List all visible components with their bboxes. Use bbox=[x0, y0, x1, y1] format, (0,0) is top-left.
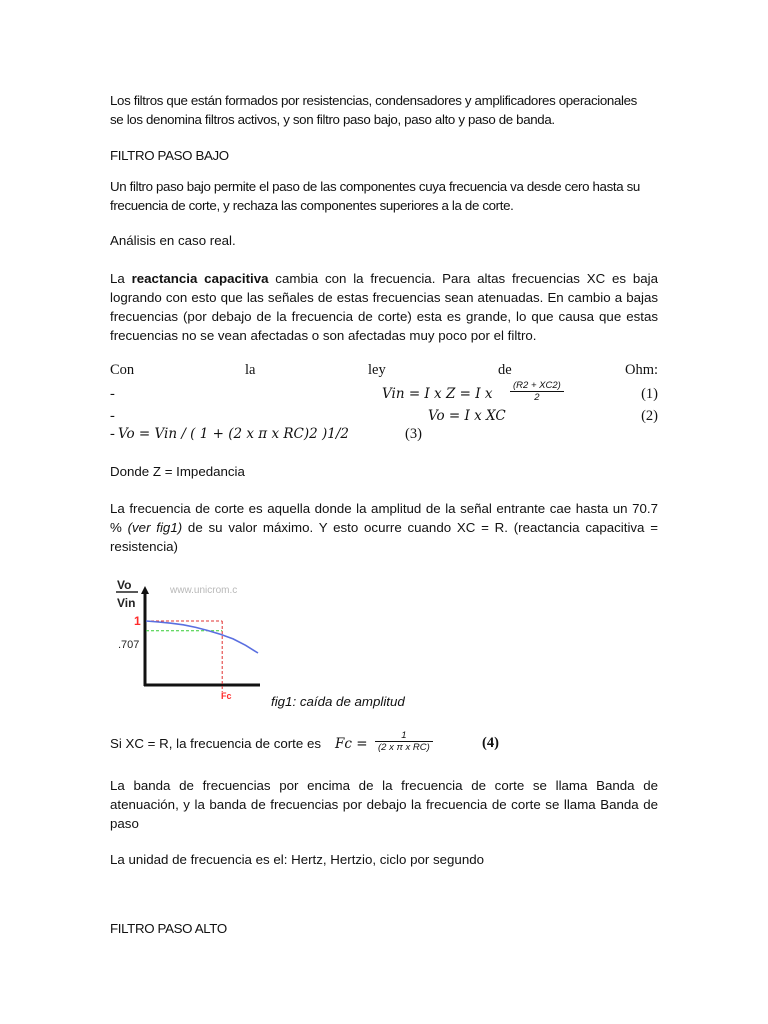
eq3-tag: (3) bbox=[405, 426, 422, 442]
ohm-word-4: de bbox=[498, 362, 512, 378]
eq4-lhs: Fc = bbox=[335, 736, 368, 752]
analysis-line: Análisis en caso real. bbox=[110, 233, 236, 248]
figure-caption: fig1: caída de amplitud bbox=[271, 694, 405, 709]
eq2-dash: - bbox=[110, 408, 115, 424]
eq1-lhs: Vin = I x Z = I x bbox=[382, 386, 493, 402]
eq1-dash: - bbox=[110, 386, 115, 402]
heading-high-pass: FILTRO PASO ALTO bbox=[110, 921, 227, 936]
figure-1-chart bbox=[108, 574, 280, 700]
reactance-paragraph bbox=[110, 269, 658, 345]
eq4-denominator: (2 x π x RC) bbox=[378, 742, 430, 753]
intro-line-1: Los filtros que están formados por resistencias, condensadores y amplificadores operacionales bbox=[110, 93, 637, 108]
figure-level-1-label: 1 bbox=[134, 614, 141, 628]
impedance-line: Donde Z = Impedancia bbox=[110, 464, 245, 479]
cutoff-rest: de su valor máximo. Y esto ocurre cuando XC = R. (reactancia capacitiva = resistencia) bbox=[110, 520, 658, 554]
eq3-expr: Vo = Vin / ( 1 + (2 x π x RC)2 )1/2 bbox=[118, 426, 349, 442]
reactance-prefix: La bbox=[110, 271, 132, 286]
equation-3 bbox=[110, 426, 658, 448]
figure-y-top-label: Vo bbox=[117, 578, 132, 592]
figure-watermark: www.unicrom.c bbox=[170, 585, 238, 596]
eq4-tag: (4) bbox=[482, 735, 499, 751]
eq2-tag: (2) bbox=[641, 408, 658, 424]
heading-low-pass: FILTRO PASO BAJO bbox=[110, 148, 229, 163]
eq1-fraction bbox=[510, 380, 564, 403]
cutoff-prefix: La frecuencia de corte es aquella donde la amplitud de la señal entrante cae hasta un 70.7 % bbox=[110, 501, 658, 535]
intro-line-2: se los denomina filtros activos, y son filtro paso bajo, paso alto y paso de banda. bbox=[110, 112, 555, 127]
eq1-numerator: (R2 + XC2) bbox=[510, 380, 564, 392]
eq1-tag: (1) bbox=[641, 386, 658, 402]
unit-line: La unidad de frecuencia es el: Hertz, Hertzio, ciclo por segundo bbox=[110, 852, 485, 867]
cutoff-fig-ref: (ver fig1) bbox=[127, 520, 183, 535]
eq3-dash: - bbox=[110, 426, 115, 442]
eq1-denominator: 2 bbox=[534, 392, 540, 403]
eq4-prefix: Si XC = R, la frecuencia de corte es bbox=[110, 736, 322, 751]
equation-4 bbox=[110, 730, 658, 760]
intro-paragraph bbox=[110, 91, 658, 129]
low-def-line-2: frecuencia de corte, y rechaza las componentes superiores a la de corte. bbox=[110, 198, 514, 213]
ohm-word-1: Con bbox=[110, 362, 135, 378]
figure-x-label: Fc bbox=[221, 691, 232, 700]
figure-y-bottom-label: Vin bbox=[117, 596, 136, 610]
eq4-numerator: 1 bbox=[375, 730, 433, 742]
bands-paragraph: La banda de frecuencias por encima de la frecuencia de corte se llama Banda de atenuación, y la banda de frecuencias por debajo la frecuencia de corte se llama Banda de paso bbox=[110, 778, 658, 831]
eq4-fraction bbox=[375, 730, 433, 753]
ohm-word-3: ley bbox=[368, 362, 386, 378]
low-def-line-1: Un filtro paso bajo permite el paso de las componentes cuya frecuencia va desde cero hasta su bbox=[110, 179, 640, 194]
ohm-word-5: Ohm: bbox=[624, 362, 658, 378]
reactance-bold-term: reactancia capacitiva bbox=[131, 271, 269, 286]
figure-level-707-label: .707 bbox=[118, 639, 140, 651]
low-pass-definition bbox=[110, 177, 658, 215]
equation-1 bbox=[110, 380, 658, 410]
eq2-expr: Vo = I x XC bbox=[428, 408, 506, 424]
cutoff-paragraph bbox=[110, 499, 658, 556]
reactance-rest: cambia con la frecuencia. Para altas frecuencias XC es baja logrando con esto que las señales de estas frecuencias sean atenuadas. En cambio a bajas frecuencias (por debajo de la frecuencia de corte) esta es grande, lo que causa que estas frecuencias no se vean afectadas o son afectadas muy poco por el filtro. bbox=[110, 271, 658, 343]
ohm-word-2: la bbox=[245, 362, 256, 378]
